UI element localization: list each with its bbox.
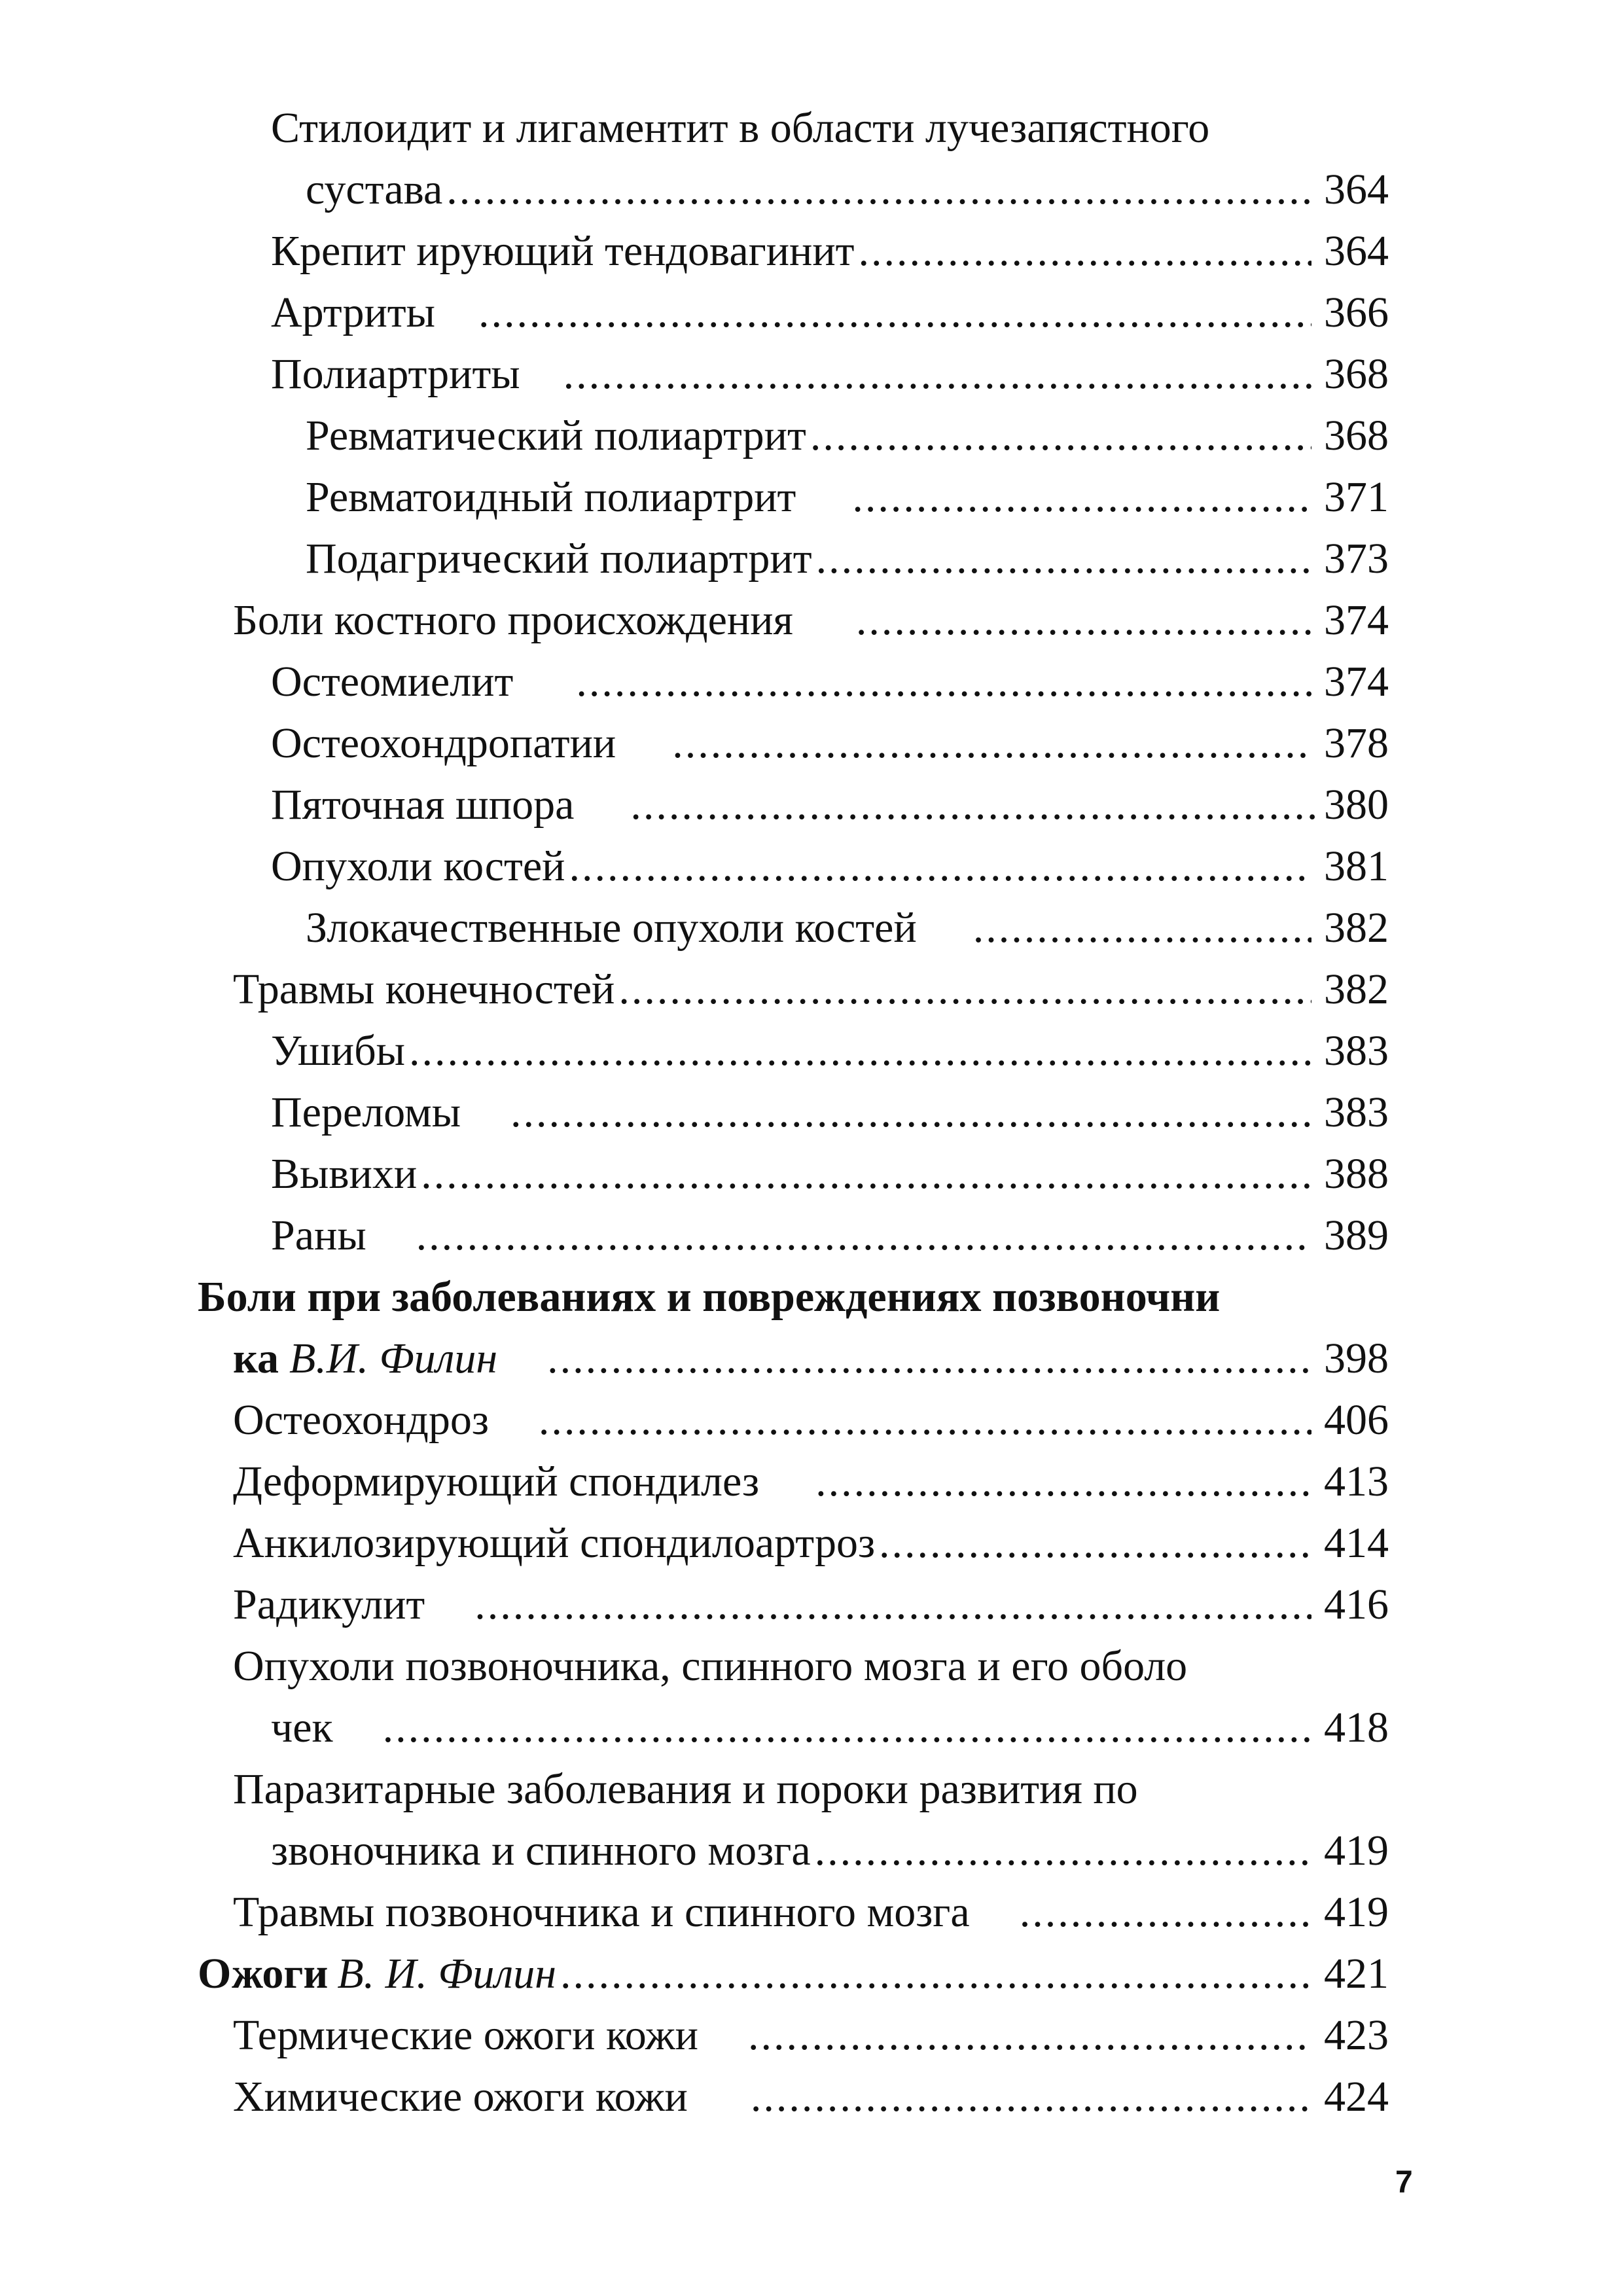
dot-leader (409, 1020, 1311, 1082)
toc-entry (0, 651, 1389, 713)
toc-entry-title: Анкилозирующий спондилоартроз (233, 1519, 876, 1567)
dot-leader (446, 159, 1311, 221)
toc-entry (0, 467, 1389, 528)
toc-entry (0, 221, 1389, 282)
toc-entry-page: 406 (1324, 1396, 1389, 1444)
toc-entry (0, 1882, 1389, 1943)
toc-entry (0, 1082, 1389, 1143)
dot-leader (547, 1328, 1311, 1390)
toc-entry (0, 774, 1389, 836)
dot-leader (1020, 1882, 1311, 1943)
toc-entry-page: 418 (1324, 1704, 1389, 1751)
dot-leader (421, 1143, 1311, 1205)
toc-entry (0, 1451, 1389, 1513)
dot-leader (815, 1451, 1311, 1513)
toc-entry-title: Паразитарные заболевания и пороки развития по (233, 1765, 1138, 1813)
toc-entry (0, 344, 1389, 405)
toc-entry (0, 1636, 1623, 1697)
toc-entry (0, 1759, 1623, 1820)
toc-entry-page: 389 (1324, 1211, 1389, 1259)
toc-entry-title: Остеомиелит (271, 658, 514, 706)
toc-entry-chapter (0, 1328, 1389, 1390)
toc-entry (0, 282, 1389, 344)
dot-leader (618, 959, 1311, 1020)
toc-entry-title: Остеохондроз (233, 1396, 489, 1444)
toc-entry-page: 398 (1324, 1335, 1389, 1382)
toc-entry-title: Вывихи (271, 1150, 418, 1198)
dot-leader (856, 590, 1311, 651)
page-number: 7 (1395, 2165, 1413, 2200)
toc-entry-title: Деформирующий спондилез (233, 1458, 760, 1505)
toc-entry (0, 2005, 1389, 2066)
toc-entry-page: 380 (1324, 781, 1389, 829)
toc-entry (0, 959, 1389, 1020)
toc-entry-author: В.И. Филин (289, 1335, 498, 1382)
toc-entry (0, 1020, 1389, 1082)
toc-entry-page: 419 (1324, 1888, 1389, 1936)
toc-entry-title: чек (271, 1704, 333, 1751)
toc-entry-title: Остеохондропатии (271, 719, 616, 767)
toc-entry (0, 1820, 1389, 1882)
toc-entry-title: Ожоги (198, 1950, 329, 1998)
toc-entry-page: 368 (1324, 350, 1389, 398)
toc-entry-title: Переломы (271, 1088, 461, 1136)
dot-leader (478, 282, 1311, 344)
dot-leader (973, 897, 1311, 959)
toc-entry-page: 374 (1324, 658, 1389, 706)
toc-entry-title: сустава (306, 166, 443, 213)
toc-entry-page: 414 (1324, 1519, 1389, 1567)
toc-entry (0, 713, 1389, 774)
toc-entry-page: 366 (1324, 289, 1389, 336)
toc-entry-page: 383 (1324, 1088, 1389, 1136)
toc-entry (0, 1574, 1389, 1636)
toc-entry (0, 159, 1389, 221)
dot-leader (751, 2066, 1311, 2128)
toc-entry-title: Полиартриты (271, 350, 520, 398)
toc-entry-page: 419 (1324, 1827, 1389, 1874)
toc-entry-title: Ушибы (271, 1027, 405, 1075)
toc-entry-title: Ревматоидный полиартрит (306, 473, 796, 521)
toc-entry-title: Опухоли позвоночника, спинного мозга и его оболо (233, 1642, 1188, 1690)
dot-leader (672, 713, 1311, 774)
toc-entry-page: 413 (1324, 1458, 1389, 1505)
toc-entry (0, 1143, 1389, 1205)
dot-leader (748, 2005, 1311, 2066)
toc-entry-title: Боли при заболеваниях и повреждениях позвоночни (198, 1273, 1221, 1321)
toc-entry-page: 368 (1324, 412, 1389, 459)
toc-entry-title: Пяточная шпора (271, 781, 575, 829)
toc-entry-title: Химические ожоги кожи (233, 2073, 688, 2121)
toc-entry (0, 897, 1389, 959)
toc-entry-title: Травмы конечностей (233, 965, 615, 1013)
dot-leader (879, 1513, 1311, 1574)
dot-leader (816, 528, 1311, 590)
dot-leader (810, 405, 1311, 467)
dot-leader (859, 221, 1311, 282)
toc-entry-chapter (0, 1943, 1389, 2005)
toc-entry (0, 405, 1389, 467)
toc-entry-page: 383 (1324, 1027, 1389, 1075)
toc-entry-title: Артриты (271, 289, 435, 336)
toc-entry-title: Крепит ирующий тендовагинит (271, 227, 855, 275)
dot-leader (510, 1082, 1311, 1143)
toc-entry-page: 424 (1324, 2073, 1389, 2121)
toc-entry-title: Подагрический полиартрит (306, 535, 812, 583)
toc-entry-title: Опухоли костей (271, 842, 565, 890)
toc-entry (0, 98, 1623, 159)
toc-entry (0, 1697, 1389, 1759)
toc-entry-page: 381 (1324, 842, 1389, 890)
toc-entry-title: Ревматический полиартрит (306, 412, 806, 459)
toc-entry (0, 528, 1389, 590)
dot-leader (563, 344, 1311, 405)
dot-leader (569, 836, 1311, 897)
toc-entry-page: 423 (1324, 2011, 1389, 2059)
dot-leader (539, 1390, 1311, 1451)
toc-entry-title: Термические ожоги кожи (233, 2011, 698, 2059)
dot-leader (815, 1820, 1311, 1882)
dot-leader (383, 1697, 1311, 1759)
toc-entry-page: 416 (1324, 1581, 1389, 1628)
dot-leader (416, 1205, 1311, 1266)
toc-entry-title: Стилоидит и лигаментит в области лучезапястного (271, 104, 1210, 152)
toc-entry-page: 364 (1324, 227, 1389, 275)
toc-entry (0, 1390, 1389, 1451)
toc-entry-page: 382 (1324, 904, 1389, 952)
toc-entry-page: 373 (1324, 535, 1389, 583)
toc-entry (0, 836, 1389, 897)
toc-entry-title: Травмы позвоночника и спинного мозга (233, 1888, 970, 1936)
toc-entry-chapter (0, 1266, 1623, 1328)
dot-leader (852, 467, 1311, 528)
dot-leader (474, 1574, 1311, 1636)
toc-entry (0, 1205, 1389, 1266)
dot-leader (630, 774, 1318, 836)
dot-leader (576, 651, 1311, 713)
toc-entry-page: 421 (1324, 1950, 1389, 1998)
dot-leader (560, 1943, 1311, 2005)
toc-entry-title: Злокачественные опухоли костей (306, 904, 917, 952)
toc-entry-page: 374 (1324, 596, 1389, 644)
toc-entry-page: 364 (1324, 166, 1389, 213)
toc-entry-page: 388 (1324, 1150, 1389, 1198)
toc-entry-page: 378 (1324, 719, 1389, 767)
toc-entry-page: 382 (1324, 965, 1389, 1013)
toc-entry (0, 590, 1389, 651)
toc-entry-page: 371 (1324, 473, 1389, 521)
toc-entry-title: звоночника и спинного мозга (271, 1827, 811, 1874)
toc-entry-title: Раны (271, 1211, 366, 1259)
toc-entry-title: ка (233, 1335, 279, 1382)
toc-entry-title: Боли костного происхождения (233, 596, 793, 644)
toc-entry (0, 1513, 1389, 1574)
toc-entry-author: В. И. Филин (337, 1950, 556, 1998)
toc-entry (0, 2066, 1389, 2128)
toc-entry-title: Радикулит (233, 1581, 425, 1628)
